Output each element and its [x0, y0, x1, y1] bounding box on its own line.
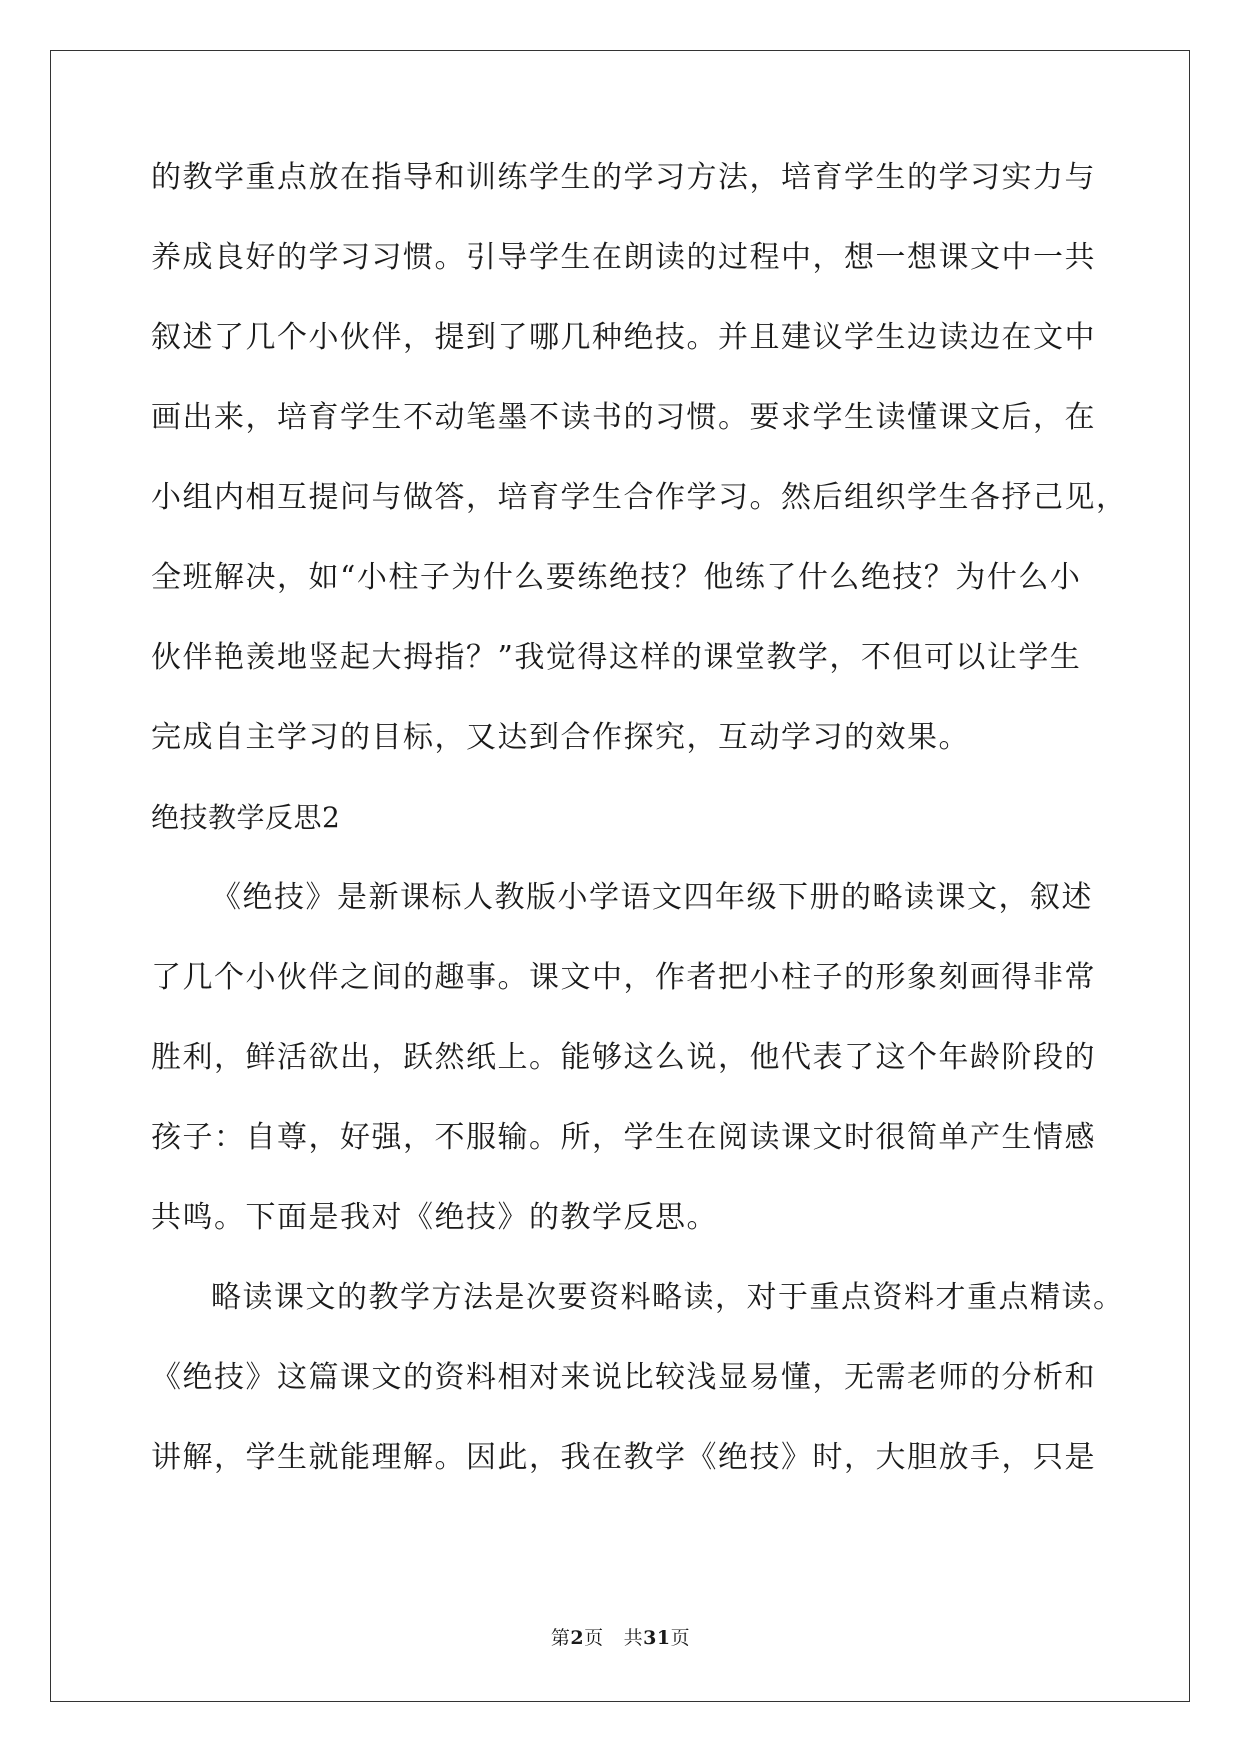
document-body — [151, 158, 1128, 1518]
body-line-10: 《绝技》是新课标人教版小学语文四年级下册的略读课文，叙述 — [211, 880, 1093, 915]
body-line-15: 略读课文的教学方法是次要资料略读，对于重点资料才重点精读。 — [211, 1280, 1125, 1315]
body-line-11: 了几个小伙伴之间的趣事。课文中，作者把小柱子的形象刻画得非常 — [151, 960, 1096, 995]
body-line-3: 叙述了几个小伙伴，提到了哪几种绝技。并且建议学生边读边在文中 — [151, 320, 1096, 355]
total-prefix: 共 — [623, 1627, 644, 1649]
body-line-5: 小组内相互提问与做答，培育学生合作学习。然后组织学生各抒己见， — [151, 480, 1128, 515]
page-total: 31 — [643, 1627, 671, 1649]
body-line-17: 讲解，学生就能理解。因此，我在教学《绝技》时，大胆放手，只是 — [151, 1440, 1096, 1475]
body-line-4: 画出来，培育学生不动笔墨不读书的习惯。要求学生读懂课文后，在 — [151, 400, 1096, 435]
body-line-7: 伙伴艳羡地竖起大拇指？”我觉得这样的课堂教学，不但可以让学生 — [151, 640, 1082, 675]
body-line-14: 共鸣。下面是我对《绝技》的教学反思。 — [151, 1200, 718, 1235]
page-prefix: 第 — [550, 1627, 571, 1649]
page-current: 2 — [570, 1627, 585, 1649]
body-line-1: 的教学重点放在指导和训练学生的学习方法，培育学生的学习实力与 — [151, 160, 1096, 195]
body-line-8: 完成自主学习的目标，又达到合作探究，互动学习的效果。 — [151, 720, 970, 755]
body-line-12: 胜利，鲜活欲出，跃然纸上。能够这么说，他代表了这个年龄阶段的 — [151, 1040, 1096, 1075]
body-line-16: 《绝技》这篇课文的资料相对来说比较浅显易懂，无需老师的分析和 — [151, 1360, 1096, 1395]
page-footer — [0, 1623, 1241, 1650]
body-line-13: 孩子：自尊，好强，不服输。所，学生在阅读课文时很简单产生情感 — [151, 1120, 1096, 1155]
page-suffix: 页 — [584, 1627, 604, 1649]
section-heading: 绝技教学反思2 — [151, 801, 341, 834]
body-line-2: 养成良好的学习习惯。引导学生在朗读的过程中，想一想课文中一共 — [151, 240, 1096, 275]
body-line-6: 全班解决，如“小柱子为什么要练绝技？他练了什么绝技？为什么小 — [151, 560, 1082, 595]
total-suffix: 页 — [670, 1627, 691, 1649]
